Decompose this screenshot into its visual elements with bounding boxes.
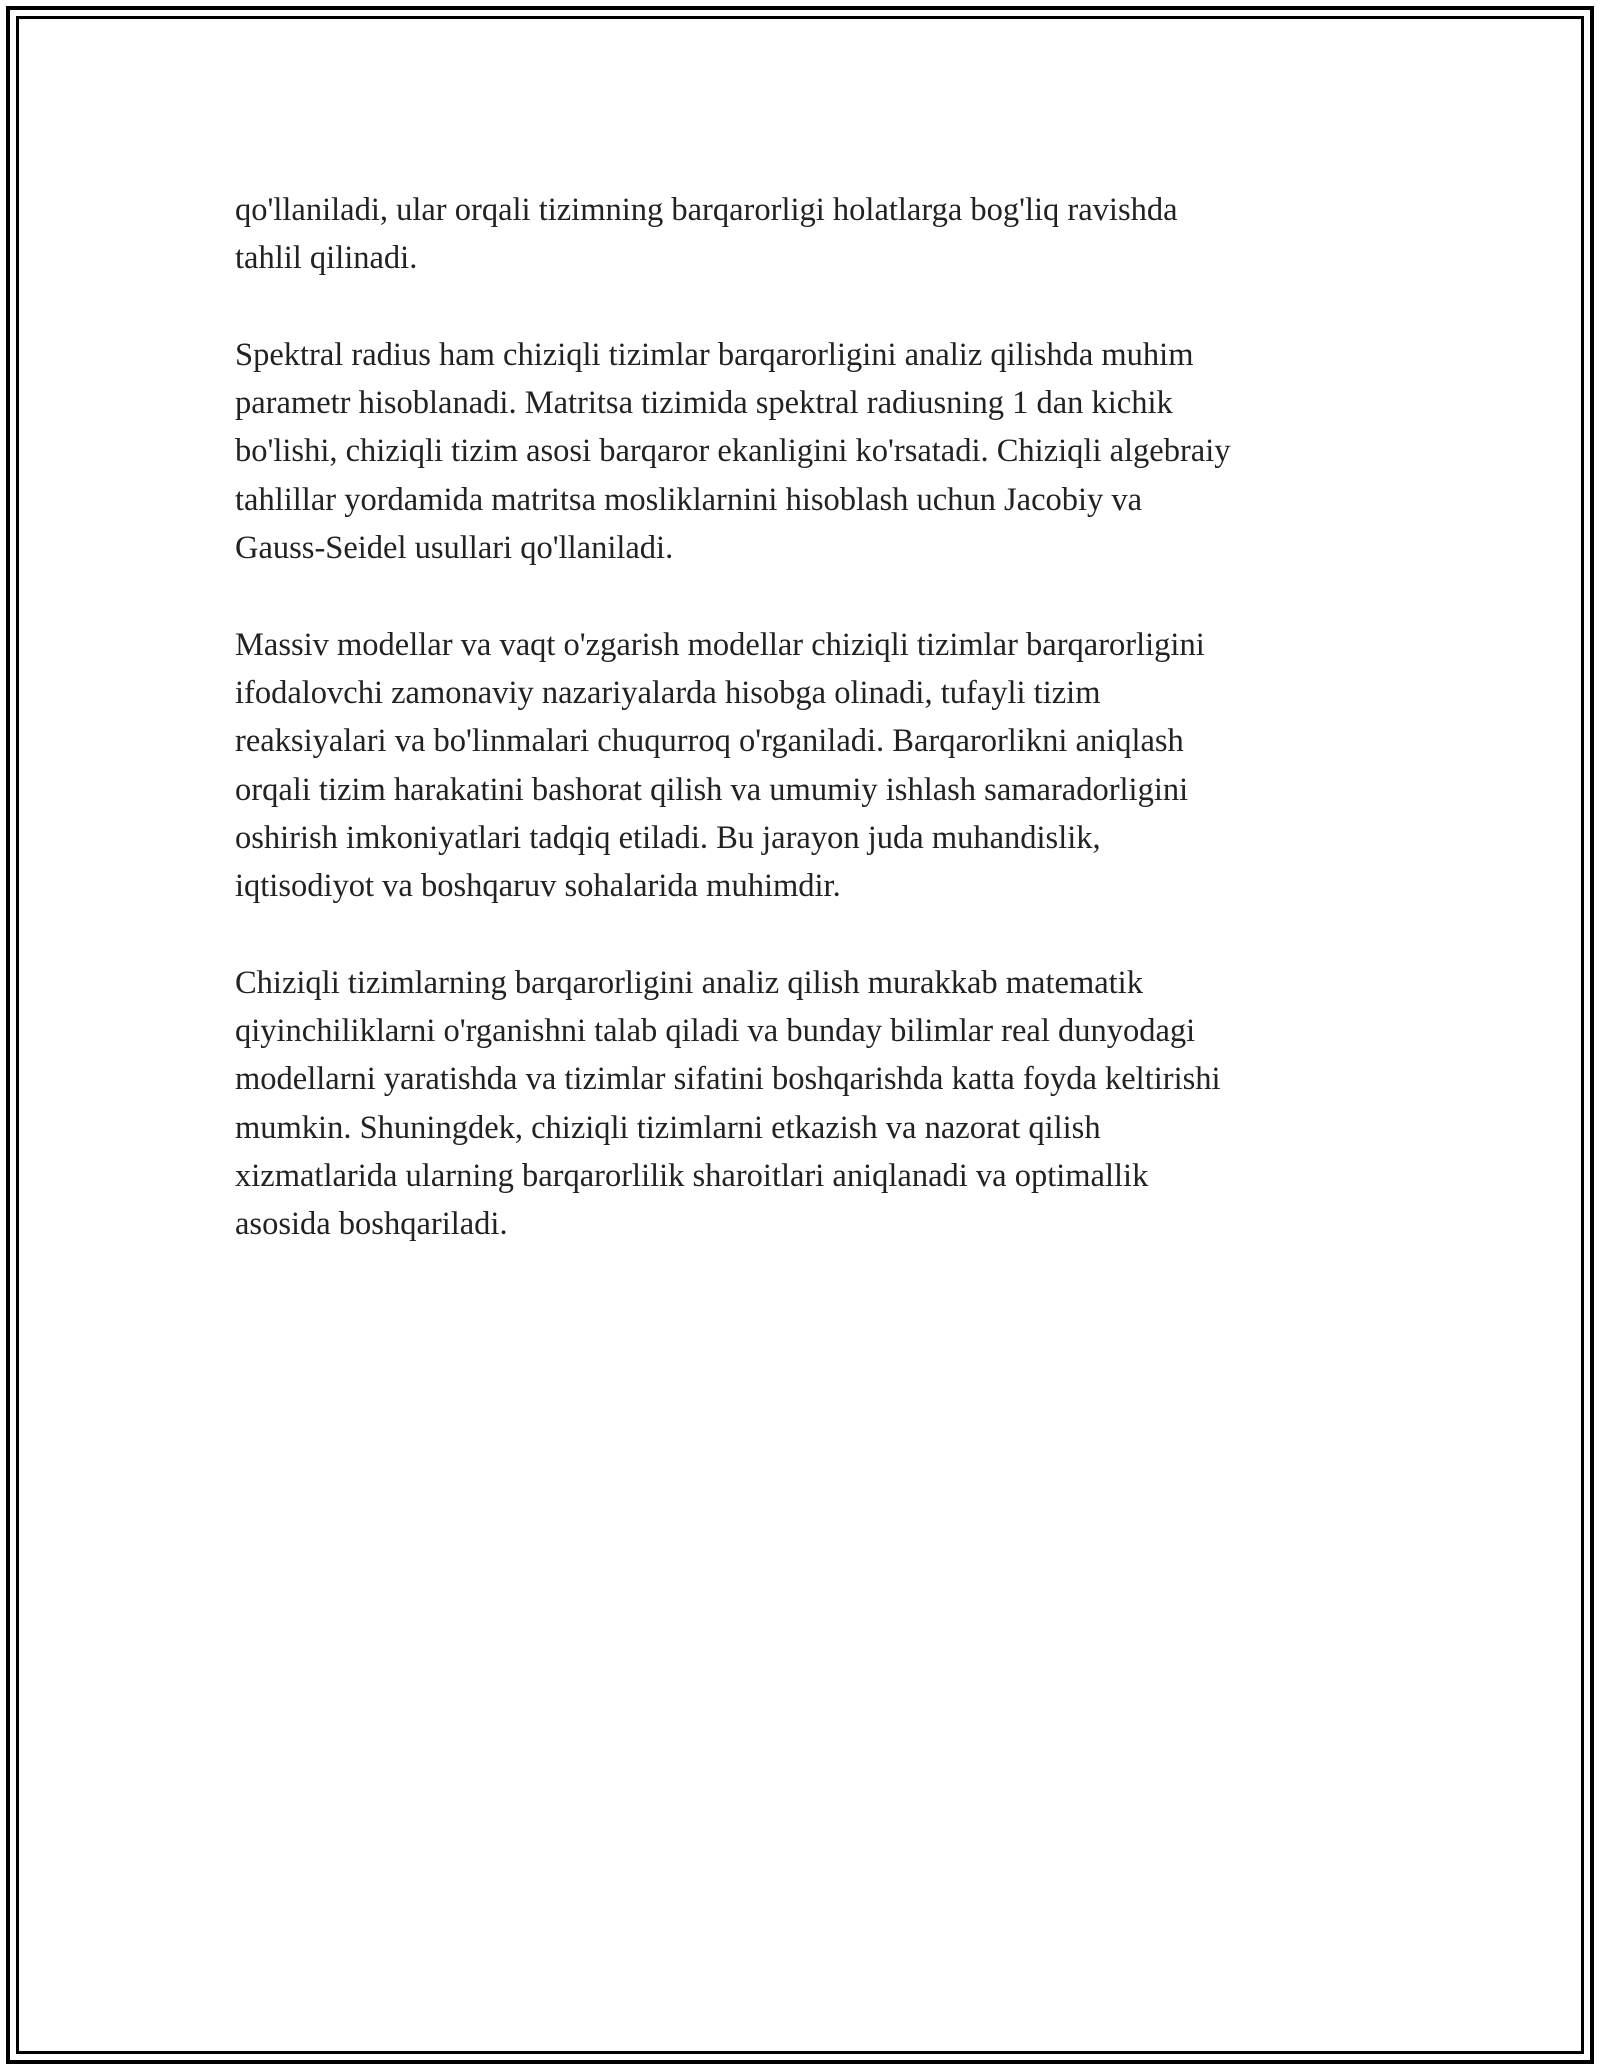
text-line: reaksiyalari va bo'linmalari chuqurroq o'rganiladi. Barqarorlikni aniqlash bbox=[235, 723, 1184, 760]
text-line: tahlillar yordamida matritsa mosliklarnini hisoblash uchun Jacobiy va bbox=[235, 481, 1143, 518]
text-line: xizmatlarida ularning barqarorlilik sharoitlari aniqlanadi va optimallik bbox=[235, 1157, 1149, 1194]
text-line: modellarni yaratishda va tizimlar sifatini boshqarishda katta foyda keltirishi bbox=[235, 1061, 1221, 1098]
text-line: Chiziqli tizimlarning barqarorligini analiz qilish murakkab matematik bbox=[235, 964, 1143, 1001]
text-line: parametr hisoblanadi. Matritsa tizimida spektral radiusning 1 dan kichik bbox=[235, 385, 1173, 422]
text-line: qo'llaniladi, ular orqali tizimning barqarorligi holatlarga bog'liq ravishda bbox=[235, 192, 1178, 228]
text-line: asosida boshqariladi. bbox=[235, 1206, 508, 1243]
paragraph-1 bbox=[235, 186, 1385, 283]
text-line: iqtisodiyot va boshqaruv sohalarida muhimdir. bbox=[235, 868, 841, 905]
text-line: Spektral radius ham chiziqli tizimlar barqarorligini analiz qilishda muhim bbox=[235, 336, 1194, 373]
paragraph-3 bbox=[235, 621, 1385, 911]
text-line: tahlil qilinadi. bbox=[235, 240, 418, 277]
document-body bbox=[235, 186, 1385, 1297]
text-line: bo'lishi, chiziqli tizim asosi barqaror ekanligini ko'rsatadi. Chiziqli algebraiy bbox=[235, 433, 1231, 470]
paragraph-2 bbox=[235, 331, 1385, 572]
text-line: mumkin. Shuningdek, chiziqli tizimlarni etkazish va nazorat qilish bbox=[235, 1109, 1101, 1146]
text-line: Massiv modellar va vaqt o'zgarish modellar chiziqli tizimlar barqarorligini bbox=[235, 626, 1205, 663]
text-line: orqali tizim harakatini bashorat qilish va umumiy ishlash samaradorligini bbox=[235, 771, 1189, 808]
text-line: ifodalovchi zamonaviy nazariyalarda hisobga olinadi, tufayli tizim bbox=[235, 674, 1101, 711]
text-line: oshirish imkoniyatlari tadqiq etiladi. Bu jarayon juda muhandislik, bbox=[235, 819, 1101, 856]
text-line: qiyinchiliklarni o'rganishni talab qiladi va bunday bilimlar real dunyodagi bbox=[235, 1013, 1196, 1050]
text-line: Gauss-Seidel usullari qo'llaniladi. bbox=[235, 530, 674, 567]
paragraph-4 bbox=[235, 959, 1385, 1249]
